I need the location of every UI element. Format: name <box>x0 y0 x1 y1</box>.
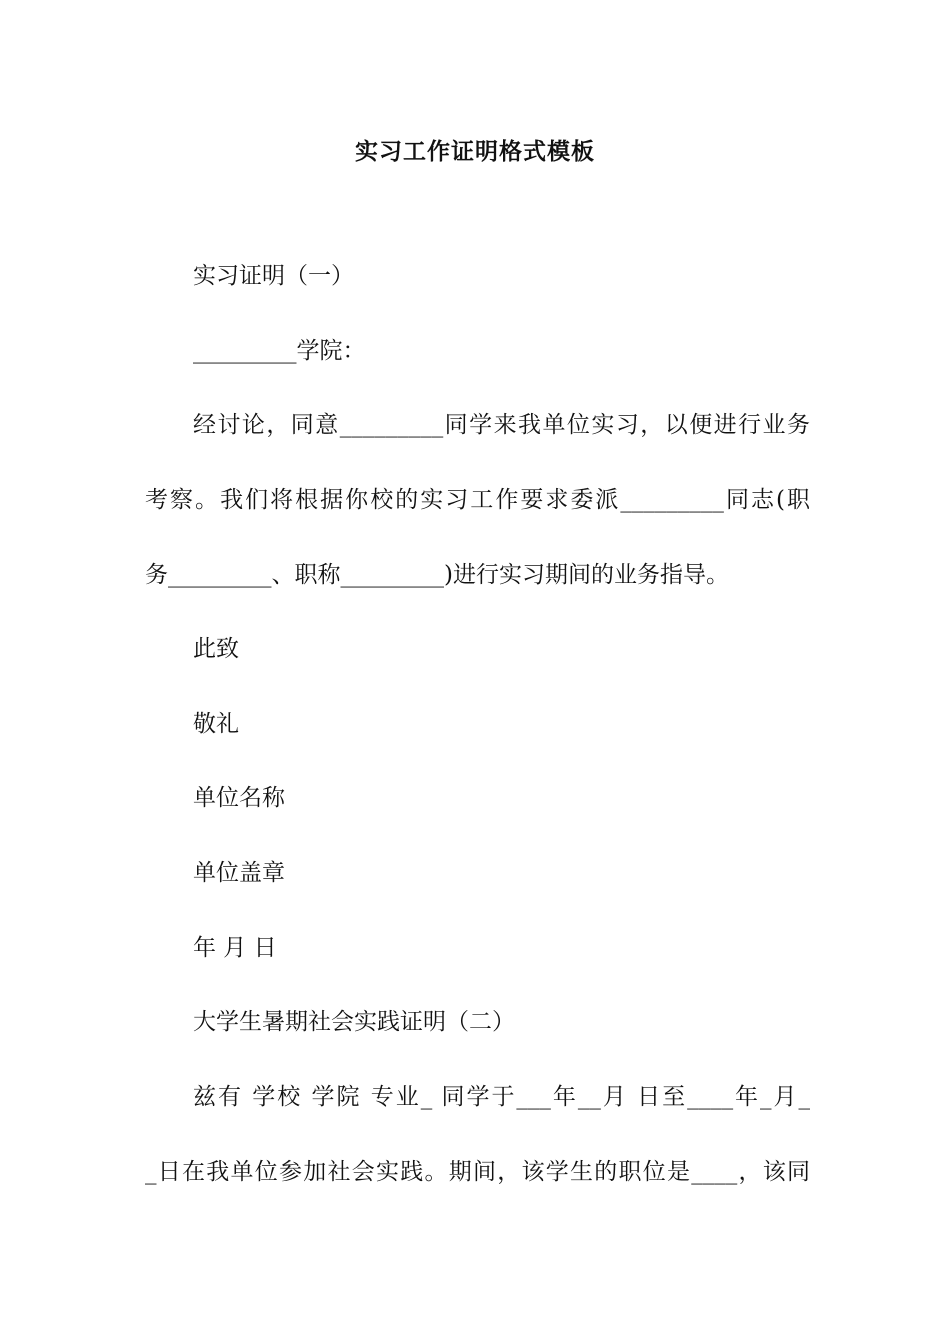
date-label: 年 月 日 <box>193 935 277 961</box>
salutation-college: _________学院： <box>193 338 366 364</box>
section-heading-summer-practice: 大学生暑期社会实践证明（二） <box>193 1009 515 1035</box>
body-paragraph-line: 经讨论，同意_________同学来我单位实习，以便进行业务 <box>193 412 810 438</box>
body-paragraph-line: 务_________、职称_________)进行实习期间的业务指导。 <box>145 562 729 588</box>
unit-seal-label: 单位盖章 <box>193 860 285 886</box>
unit-name-label: 单位名称 <box>193 785 285 811</box>
closing-ci-zhi: 此致 <box>193 636 239 662</box>
closing-jing-li: 敬礼 <box>193 711 239 737</box>
body-paragraph-line: 兹有 学校 学院 专业_ 同学于___年__月 日至____年_月_ <box>193 1084 810 1110</box>
body-paragraph-line: 考察。我们将根据你校的实习工作要求委派_________同志(职 <box>145 487 810 513</box>
section-heading-internship-certificate: 实习证明（一） <box>193 263 354 289</box>
document-title: 实习工作证明格式模板 <box>355 138 595 165</box>
body-paragraph-line: _日在我单位参加社会实践。期间，该学生的职位是____，该同 <box>145 1159 810 1185</box>
